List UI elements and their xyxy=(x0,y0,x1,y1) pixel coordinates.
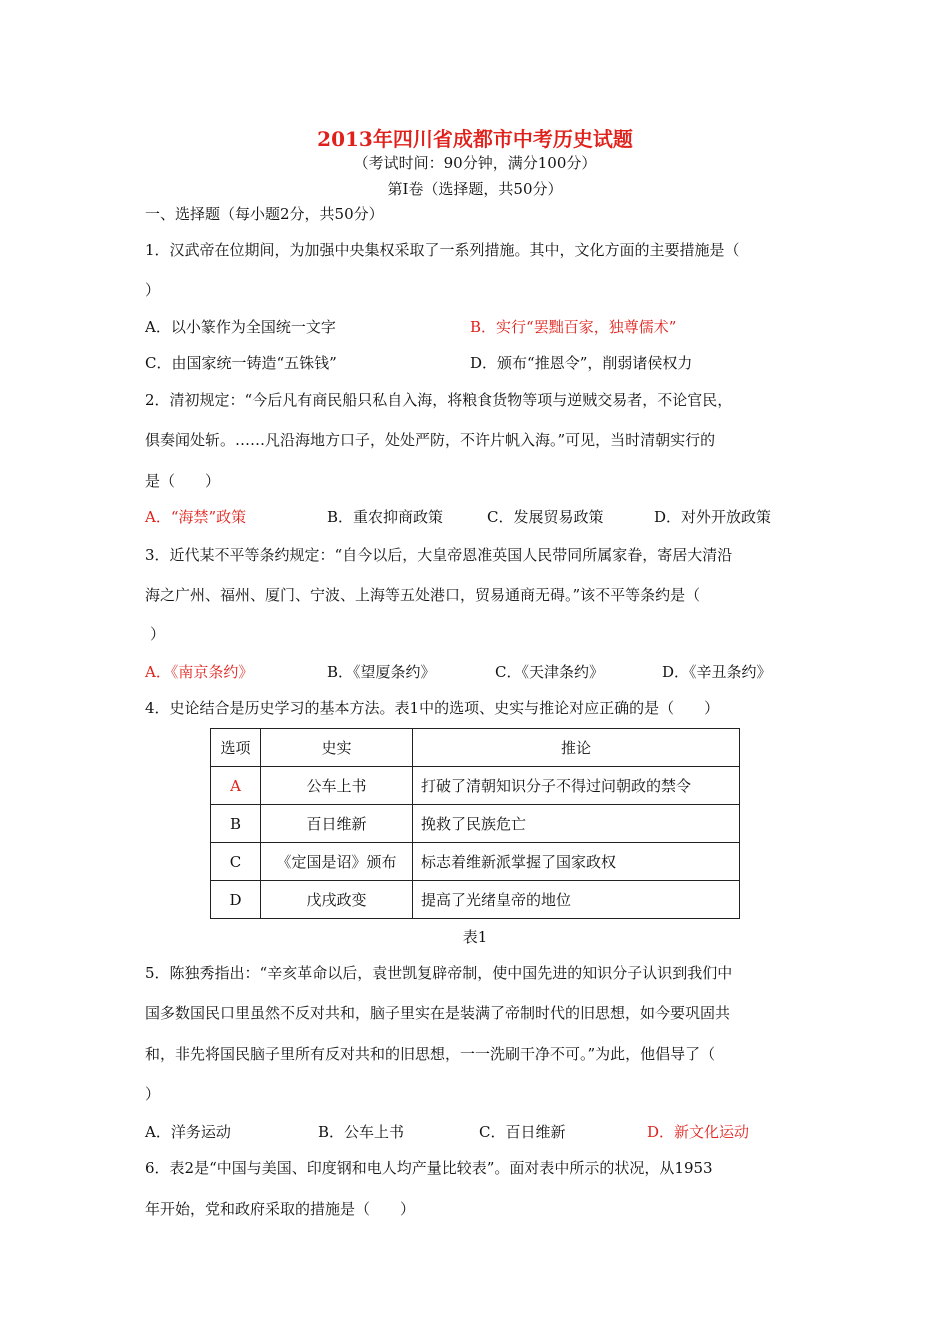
q2-option-c: C．发展贸易政策 xyxy=(487,508,604,526)
table-header-cell: 推论 xyxy=(413,729,740,767)
q3-option-a: A．《南京条约》 xyxy=(145,663,254,681)
table-header-cell: 选项 xyxy=(211,729,261,767)
table-caption: 表1 xyxy=(462,928,488,946)
q2-stem-line: 俱奏闻处斩。……凡沿海地方口子，处处严防，不许片帆入海。”可见，当时清朝实行的 xyxy=(145,431,716,449)
table-1 xyxy=(210,728,740,919)
table-cell: 打破了清朝知识分子不得过问朝政的禁令 xyxy=(413,767,740,805)
volume-heading: 第Ⅰ卷（选择题，共50分） xyxy=(387,180,563,198)
q6-stem-line: 年开始，党和政府采取的措施是（ ） xyxy=(145,1200,416,1218)
table-cell: A xyxy=(211,767,261,805)
exam-title: 2013年四川省成都市中考历史试题 xyxy=(317,127,633,151)
q3-option-c: C．《天津条约》 xyxy=(495,663,604,681)
q1-option-a: A．以小篆作为全国统一文字 xyxy=(145,318,336,336)
q1-stem-line: 1．汉武帝在位期间，为加强中央集权采取了一系列措施。其中，文化方面的主要措施是（ xyxy=(145,241,740,259)
q2-stem-line: 2．清初规定：“今后凡有商民船只私自入海，将粮食货物等项与逆贼交易者，不论官民， xyxy=(145,391,733,409)
q2-option-d: D．对外开放政策 xyxy=(654,508,772,526)
table-row xyxy=(211,881,740,919)
table-cell: D xyxy=(211,881,261,919)
q2-stem-line: 是（ ） xyxy=(145,472,221,490)
q3-stem-line: 3．近代某不平等条约规定：“自今以后，大皇帝恩准英国人民带同所属家眷，寄居大清沿 xyxy=(145,546,733,564)
q6-stem-line: 6．表2是“中国与美国、印度钢和电人均产量比较表”。面对表中所示的状况，从1953 xyxy=(145,1159,713,1177)
table-cell: 《定国是诏》颁布 xyxy=(261,843,413,881)
q1-option-b: B．实行“罢黜百家，独尊儒术” xyxy=(470,318,677,336)
q4-stem-line: 4．史论结合是历史学习的基本方法。表1中的选项、史实与推论对应正确的是（ ） xyxy=(145,699,720,717)
q1-option-d: D．颁布“推恩令”，削弱诸侯权力 xyxy=(470,354,693,372)
q2-option-a: A．“海禁”政策 xyxy=(145,508,247,526)
table-cell: B xyxy=(211,805,261,843)
q3-option-b: B．《望厦条约》 xyxy=(327,663,436,681)
table-cell: 百日维新 xyxy=(261,805,413,843)
table-cell: 标志着维新派掌握了国家政权 xyxy=(413,843,740,881)
q5-option-b: B．公车上书 xyxy=(318,1123,405,1141)
table-cell: 公车上书 xyxy=(261,767,413,805)
table-cell: 提高了光绪皇帝的地位 xyxy=(413,881,740,919)
q1-stem-line: ） xyxy=(145,281,161,299)
q3-stem-line: 海之广州、福州、厦门、宁波、上海等五处港口，贸易通商无碍。”该不平等条约是（ xyxy=(145,586,701,604)
q5-stem-line: 5．陈独秀指出：“辛亥革命以后，袁世凯复辟帝制，使中国先进的知识分子认识到我们中 xyxy=(145,964,733,982)
exam-subtitle: （考试时间：90分钟，满分100分） xyxy=(353,154,597,172)
table-row xyxy=(211,843,740,881)
q1-option-c: C．由国家统一铸造“五铢钱” xyxy=(145,354,337,372)
table-header-cell: 史实 xyxy=(261,729,413,767)
q5-stem-line: ） xyxy=(145,1085,161,1103)
section-heading: 一、选择题（每小题2分，共50分） xyxy=(145,205,384,223)
table-row xyxy=(211,805,740,843)
q3-option-d: D．《辛丑条约》 xyxy=(662,663,772,681)
table-header-row xyxy=(211,729,740,767)
q5-stem-line: 国多数国民口里虽然不反对共和，脑子里实在是装满了帝制时代的旧思想，如今要巩固共 xyxy=(145,1004,731,1022)
q5-option-d: D．新文化运动 xyxy=(647,1123,750,1141)
table-cell: 戊戌政变 xyxy=(261,881,413,919)
q3-stem-line: ） xyxy=(150,625,166,643)
q2-option-b: B．重农抑商政策 xyxy=(327,508,444,526)
q5-option-a: A．洋务运动 xyxy=(145,1123,231,1141)
q5-stem-line: 和，非先将国民脑子里所有反对共和的旧思想，一一洗刷干净不可。”为此，他倡导了（ xyxy=(145,1045,716,1063)
table-cell: C xyxy=(211,843,261,881)
table-row xyxy=(211,767,740,805)
table-cell: 挽救了民族危亡 xyxy=(413,805,740,843)
q5-option-c: C．百日维新 xyxy=(479,1123,566,1141)
